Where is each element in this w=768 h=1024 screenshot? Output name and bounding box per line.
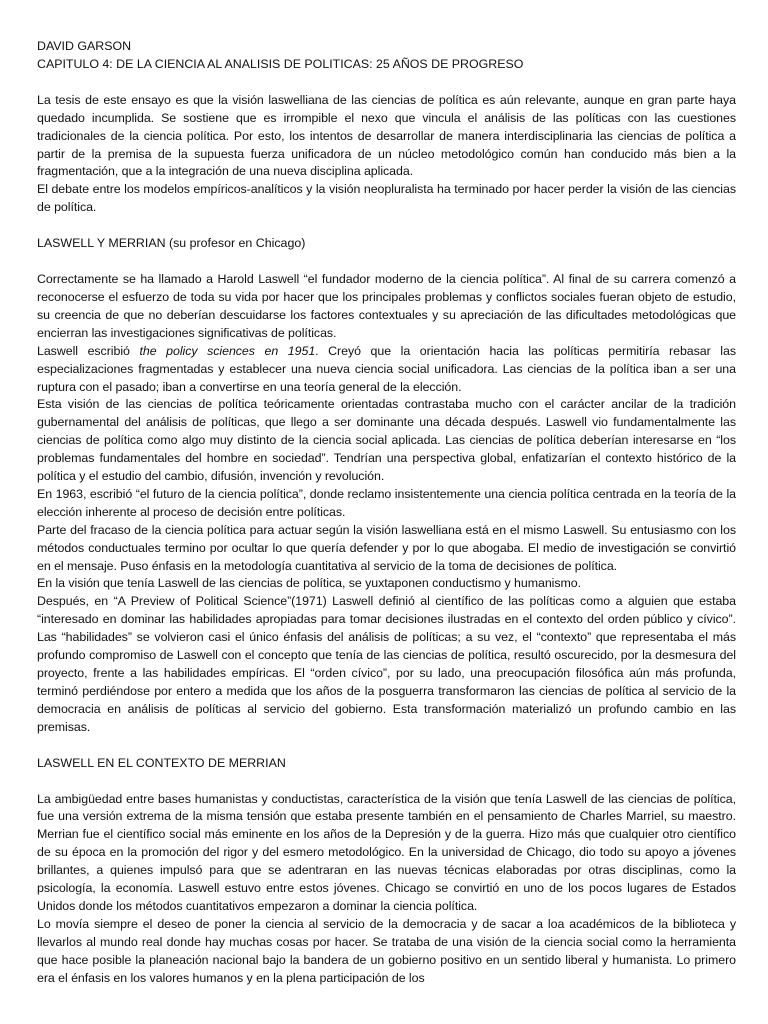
p2-book-title: the policy sciences en 1951 <box>139 343 316 358</box>
section1-paragraph-2 <box>37 343 736 397</box>
spacer <box>37 737 736 755</box>
chapter-title: CAPITULO 4: DE LA CIENCIA AL ANALISIS DE POLITICAS: 25 AÑOS DE PROGRESO <box>37 56 524 71</box>
spacer <box>37 773 736 791</box>
section1-paragraph-6: En la visión que tenía Laswell de las ciencias de política, se yuxtaponen conductismo y humanismo. <box>37 576 582 591</box>
section-heading-laswell-context: LASWELL EN EL CONTEXTO DE MERRIAN <box>37 755 286 770</box>
p2-text-before: Laswell escribió <box>37 343 140 358</box>
section1-paragraph-4: En 1963, escribió “el futuro de la ciencia política”, donde reclamo insistentemente una ciencia política centrada en la teoría de la elección inherente al proceso de decisión entre políticas. <box>37 486 736 519</box>
intro-paragraph-1: La tesis de este ensayo es que la visión laswelliana de las ciencias de política es aún relevante, aunque en gran parte haya quedado incumplida. Se sostiene que es irrompible el nexo que vincula el análisis de las políticas con las cuestiones tradicionales de la ciencia política. Por esto, los intentos de desarrollar de manera interdisciplinaria las ciencias de política a partir de la premisa de la supuesta fuerza unificadora de un núcleo metodológico común han conducido más bien a la fragmentación, que a la integración de una nueva disciplina aplicada. <box>37 92 736 179</box>
spacer <box>37 217 736 235</box>
author-name: DAVID GARSON <box>37 39 132 53</box>
section2-paragraph-2: Lo movía siempre el deseo de poner la ciencia al servicio de la democracia y de sacar a loa académicos de la biblioteca y llevarlos al mundo real donde hay muchas cosas por hacer. Se trataba de una visión de la ciencia social como la herramienta que hace posible la planeación nacional bajo la bandera de un gobierno positivo en un sentido liberal y humanista. Lo primero era el énfasis en los valores humanos y en la plena participación de los <box>37 916 736 985</box>
intro-paragraph-2: El debate entre los modelos empíricos-analíticos y la visión neopluralista ha terminado por hacer perder la visión de las ciencias de política. <box>37 182 736 215</box>
section1-paragraph-5: Parte del fracaso de la ciencia política para actuar según la visión laswelliana está en el mismo Laswell. Su entusiasmo con los métodos conductuales termino por ocultar lo que quería defender y por lo que abogaba. El medio de investigación se convirtió en el mensaje. Puso énfasis en la metodología cuantitativa al servicio de la toma de decisiones de política. <box>37 522 736 573</box>
spacer <box>37 74 736 92</box>
section1-paragraph-3: Esta visión de las ciencias de política teóricamente orientadas contrastaba mucho con el carácter ancilar de la tradición gubernamental del análisis de políticas, que llego a ser dominante una década después. Laswell vio fundamentalmente las ciencias de política como algo muy distinto de la ciencia social aplicada. Las ciencias de política deberían interesarse en “los problemas fundamentales del hombre en sociedad”. Tendrían una perspectiva global, enfatizarían el contexto histórico de la política y el estudio del cambio, difusión, invención y revolución. <box>37 397 736 484</box>
spacer <box>37 253 736 271</box>
p2-text-after: . Creyó que la orientación hacia las políticas permitiría rebasar las especializaciones fragmentadas y establecer una nueva ciencia social unificadora. Las ciencias de la política iban a ser una ruptura con el pasado; iban a convertirse en una teoría general de la elección. <box>37 343 736 394</box>
section2-paragraph-1: La ambigüedad entre bases humanistas y conductistas, característica de la visión que tenía Laswell de las ciencias de política, fue una versión extrema de la misma tensión que estaba presente también en el pensamiento de Charles Marriel, su maestro. Merrian fue el científico social más eminente en los años de la Depresión y de la guerra. Hizo más que cualquier otro científico de su época en la promoción del rigor y del esmero metodológico. En la universidad de Chicago, dio todo su apoyo a jóvenes brillantes, a quienes impulsó para que se adentraran en las nuevas técnicas elaboradas por otras disciplinas, como la psicología, la economía. Laswell estuvo entre estos jóvenes. Chicago se convirtió en uno de los pocos lugares de Estados Unidos donde los métodos cuantitativos empezaron a dominar la ciencia política. <box>37 791 736 913</box>
section1-paragraph-1: Correctamente se ha llamado a Harold Laswell “el fundador moderno de la ciencia política”. Al final de su carrera comenzó a reconocerse el esfuerzo de toda su vida por hacer que los principales problemas y conflictos sociales fueran objeto de estudio, su creencia de que no deberían descuidarse los factores contextuales y su apreciación de las dificultades metodológicas que encierran las investigaciones significativas de políticas. <box>37 272 736 340</box>
section1-paragraph-7: Después, en “A Preview of Political Science”(1971) Laswell definió al científico de las políticas como a alguien que estaba “interesado en dominar las habilidades apropiadas para tomar decisiones ilustradas en el contexto del orden público y cívico”. Las “habilidades” se volvieron casi el único énfasis del análisis de políticas; a su vez, el “contexto” que representaba el más profundo compromiso de Laswell con el concepto que tenía de las ciencias de política, resultó oscurecido, por la desmesura del proyecto, frente a las habilidades empíricas. El “orden cívico”, por su lado, una preocupación filosófica aún más profunda, terminó perdiéndose por entero a medida que los años de la posguerra transformaron las ciencias de política al servicio de la democracia en análisis de políticas al servicio del gobierno. Esta transformación materializó un profundo cambio en las premisas. <box>37 594 736 734</box>
section-heading-laswell-merrian: LASWELL Y MERRIAN (su profesor en Chicago) <box>37 236 306 251</box>
